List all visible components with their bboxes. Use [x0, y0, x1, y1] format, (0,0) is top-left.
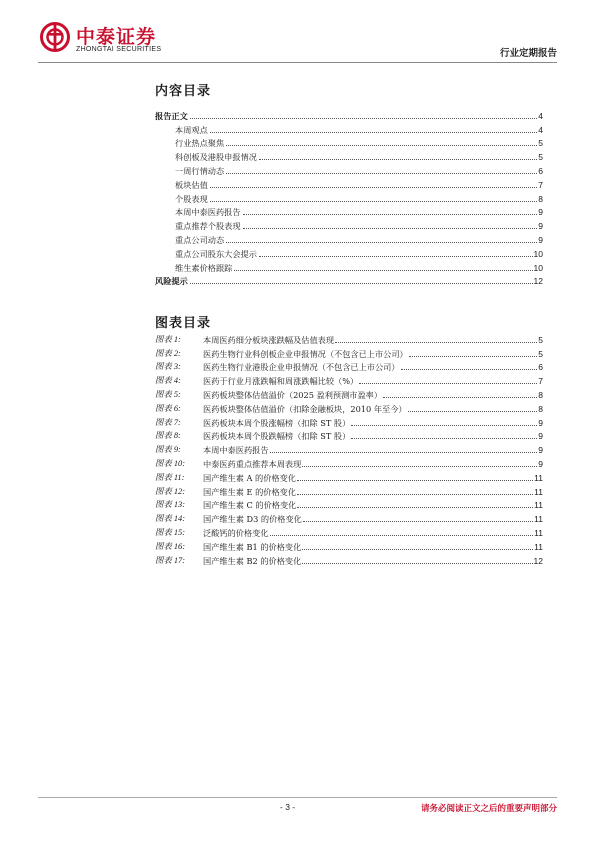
- dot-leader: [351, 432, 537, 439]
- toc-entry[interactable]: [155, 148, 543, 162]
- figure-entry[interactable]: [155, 483, 543, 497]
- dot-leader: [243, 222, 538, 229]
- figure-entry-caption: 国产维生素 E 的价格变化: [203, 486, 297, 497]
- toc-entry-page: 10: [533, 262, 543, 273]
- figure-entry[interactable]: [155, 497, 543, 511]
- dot-leader: [335, 336, 537, 343]
- figure-entry-number: 图表 15:: [155, 527, 186, 537]
- footer-disclaimer: 请务必阅读正文之后的重要声明部分: [420, 804, 557, 814]
- dot-leader: [408, 405, 538, 412]
- toc-entry-page: 6: [538, 165, 543, 176]
- figure-entry-page: 8: [538, 403, 543, 414]
- figure-entry-page: 6: [538, 362, 543, 373]
- figure-entry-number: 图表 17:: [155, 555, 186, 565]
- figure-entry[interactable]: [155, 552, 543, 566]
- toc-entry-label: 风险提示: [155, 276, 188, 287]
- figure-entry-number: 图表 8:: [155, 431, 181, 441]
- figure-entry-caption: 医药板块本周个股跌幅榜（扣除 ST 股）: [203, 431, 351, 442]
- dot-leader: [226, 236, 537, 243]
- dot-leader: [226, 167, 537, 174]
- figure-entry-caption: 中泰医药重点推荐本周表现: [203, 458, 302, 469]
- dot-leader: [210, 126, 538, 133]
- figure-entry[interactable]: [155, 400, 543, 414]
- toc-entry[interactable]: [155, 245, 543, 259]
- figure-entry-page: 11: [534, 514, 543, 525]
- dot-leader: [297, 474, 533, 481]
- toc-entry[interactable]: [155, 121, 543, 135]
- toc-entry-label: 报告正文: [155, 110, 188, 121]
- figure-entry[interactable]: [155, 441, 543, 455]
- figure-entry[interactable]: [155, 538, 543, 552]
- figure-entry-page: 9: [538, 417, 543, 428]
- figure-entry-number: 图表 2:: [155, 348, 181, 358]
- logo-chinese-name: 中泰证券: [76, 26, 157, 48]
- figure-entry-caption: 国产维生素 B1 的价格变化: [203, 541, 302, 552]
- toc-entry[interactable]: [155, 162, 543, 176]
- figure-entry-caption: 医药生物行业港股企业申报情况（不包含已上市公司）: [203, 362, 400, 373]
- toc-entry-label: 本周中泰医药报告: [175, 207, 241, 218]
- figure-entry-caption: 本周医药细分板块涨跌幅及估值表现: [203, 334, 335, 345]
- toc-entry[interactable]: [155, 217, 543, 231]
- figure-entry[interactable]: [155, 510, 543, 524]
- figure-entry[interactable]: [155, 386, 543, 400]
- dot-leader: [297, 488, 533, 495]
- figures-list: [155, 331, 543, 566]
- figure-entry-number: 图表 7:: [155, 417, 181, 427]
- toc-entry-page: 4: [538, 110, 543, 121]
- toc-entry-label: 科创板及港股申报情况: [175, 152, 257, 163]
- figure-entry-number: 图表 12:: [155, 486, 186, 496]
- figure-entry-page: 11: [534, 472, 543, 483]
- toc-entry[interactable]: [155, 259, 543, 273]
- figure-entry-caption: 医药板块整体估值溢价（扣除金融板块，2010 年至今）: [203, 403, 407, 414]
- toc-entry-page: 5: [538, 152, 543, 163]
- toc-entry-label: 重点公司股东大会提示: [175, 248, 257, 259]
- figure-entry[interactable]: [155, 428, 543, 442]
- toc-entry[interactable]: [155, 273, 543, 287]
- toc-entry-page: 10: [533, 248, 543, 259]
- toc-entry[interactable]: [155, 135, 543, 149]
- figure-entry-page: 9: [538, 431, 543, 442]
- figure-entry-number: 图表 11:: [155, 472, 185, 482]
- figure-entry-number: 图表 3:: [155, 362, 181, 372]
- toc-entry-page: 9: [538, 234, 543, 245]
- report-type-label: 行业定期报告: [499, 48, 557, 59]
- figures-title: 图表目录: [155, 316, 212, 331]
- figure-entry-caption: 医药板块整体估值溢价（2025 盈利预测市盈率）: [203, 389, 383, 400]
- figure-entry-page: 11: [534, 500, 543, 511]
- toc-entry[interactable]: [155, 231, 543, 245]
- dot-leader: [190, 112, 538, 119]
- toc-entry-page: 5: [538, 138, 543, 149]
- logo-english-name: ZHONGTAI SECURITIES: [76, 46, 162, 53]
- dot-leader: [226, 139, 537, 146]
- figure-entry-caption: 国产维生素 D3 的价格变化: [203, 514, 302, 525]
- figure-entry-page: 11: [534, 541, 543, 552]
- figure-entry-number: 图表 5:: [155, 389, 181, 399]
- dot-leader: [302, 557, 532, 564]
- dot-leader: [383, 391, 537, 398]
- figure-entry-number: 图表 13:: [155, 500, 186, 510]
- toc-entry-label: 一周行情动态: [175, 165, 225, 176]
- dot-leader: [234, 264, 532, 271]
- figure-entry-page: 8: [538, 389, 543, 400]
- figure-entry-page: 5: [538, 334, 543, 345]
- dot-leader: [243, 208, 538, 215]
- company-logo: [40, 22, 190, 62]
- figure-entry-page: 12: [533, 555, 543, 566]
- dot-leader: [210, 195, 538, 202]
- dot-leader: [351, 419, 537, 426]
- figure-entry[interactable]: [155, 372, 543, 386]
- dot-leader: [210, 181, 538, 188]
- dot-leader: [303, 515, 533, 522]
- dot-leader: [190, 277, 533, 284]
- figure-entry-page: 9: [538, 458, 543, 469]
- zhongtai-logo-icon: [40, 22, 70, 52]
- dot-leader: [409, 350, 538, 357]
- contents-list: [155, 107, 543, 286]
- contents-title: 内容目录: [155, 84, 212, 99]
- figure-entry-number: 图表 4:: [155, 376, 181, 386]
- toc-entry[interactable]: [155, 204, 543, 218]
- toc-entry-page: 7: [538, 179, 543, 190]
- page-number: - 3 -: [280, 802, 296, 812]
- figure-entry-page: 11: [534, 527, 543, 538]
- figure-entry-number: 图表 1:: [155, 334, 181, 344]
- toc-entry-label: 重点公司动态: [175, 234, 225, 245]
- figure-entry-caption: 国产维生素 B2 的价格变化: [203, 555, 302, 566]
- figure-entry[interactable]: [155, 469, 543, 483]
- toc-entry-page: 9: [538, 207, 543, 218]
- dot-leader: [270, 529, 534, 536]
- figure-entry-caption: 泛酸钙的价格变化: [203, 527, 269, 538]
- toc-entry-label: 维生素价格跟踪: [175, 262, 233, 273]
- figure-entry-page: 9: [538, 445, 543, 456]
- toc-entry[interactable]: [155, 176, 543, 190]
- figure-entry-caption: 医药生物行业科创板企业申报情况（不包含已上市公司）: [203, 348, 408, 359]
- toc-entry-label: 本周观点: [175, 124, 208, 135]
- figure-entry-number: 图表 14:: [155, 514, 186, 524]
- footer-divider: [38, 797, 557, 798]
- toc-entry-label: 行业热点聚焦: [175, 138, 225, 149]
- figure-entry-page: 7: [538, 376, 543, 387]
- figure-entry-caption: 医药板块本周个股涨幅榜（扣除 ST 股）: [203, 417, 351, 428]
- dot-leader: [302, 543, 533, 550]
- dot-leader: [270, 446, 538, 453]
- toc-entry-page: 8: [538, 193, 543, 204]
- figure-entry-number: 图表 6:: [155, 403, 181, 413]
- figure-entry[interactable]: [155, 345, 543, 359]
- figure-entry-page: 11: [534, 486, 543, 497]
- toc-entry-page: 9: [538, 221, 543, 232]
- figure-entry-caption: 医药于行业月涨跌幅和周涨跌幅比较（%）: [203, 376, 359, 387]
- figure-entry[interactable]: [155, 414, 543, 428]
- figure-entry-caption: 本周中泰医药报告: [203, 445, 269, 456]
- toc-entry-page: 4: [538, 124, 543, 135]
- dot-leader: [401, 363, 538, 370]
- figure-entry[interactable]: [155, 524, 543, 538]
- figure-entry-number: 图表 10:: [155, 458, 186, 468]
- figure-entry-caption: 国产维生素 A 的价格变化: [203, 472, 296, 483]
- dot-leader: [302, 460, 537, 467]
- figure-entry-number: 图表 16:: [155, 541, 186, 551]
- toc-entry[interactable]: [155, 190, 543, 204]
- figure-entry[interactable]: [155, 455, 543, 469]
- dot-leader: [359, 377, 537, 384]
- figure-entry-caption: 国产维生素 C 的价格变化: [203, 500, 297, 511]
- dot-leader: [297, 501, 533, 508]
- header-divider: [38, 62, 557, 63]
- figure-entry-number: 图表 9:: [155, 445, 181, 455]
- figure-entry-page: 5: [538, 348, 543, 359]
- toc-entry-page: 12: [533, 276, 543, 287]
- toc-entry[interactable]: [155, 107, 543, 121]
- toc-entry-label: 个股表现: [175, 193, 208, 204]
- dot-leader: [259, 153, 537, 160]
- toc-entry-label: 板块估值: [175, 179, 208, 190]
- toc-entry-label: 重点推荐个股表现: [175, 221, 241, 232]
- figure-entry[interactable]: [155, 331, 543, 345]
- dot-leader: [259, 250, 533, 257]
- figure-entry[interactable]: [155, 359, 543, 373]
